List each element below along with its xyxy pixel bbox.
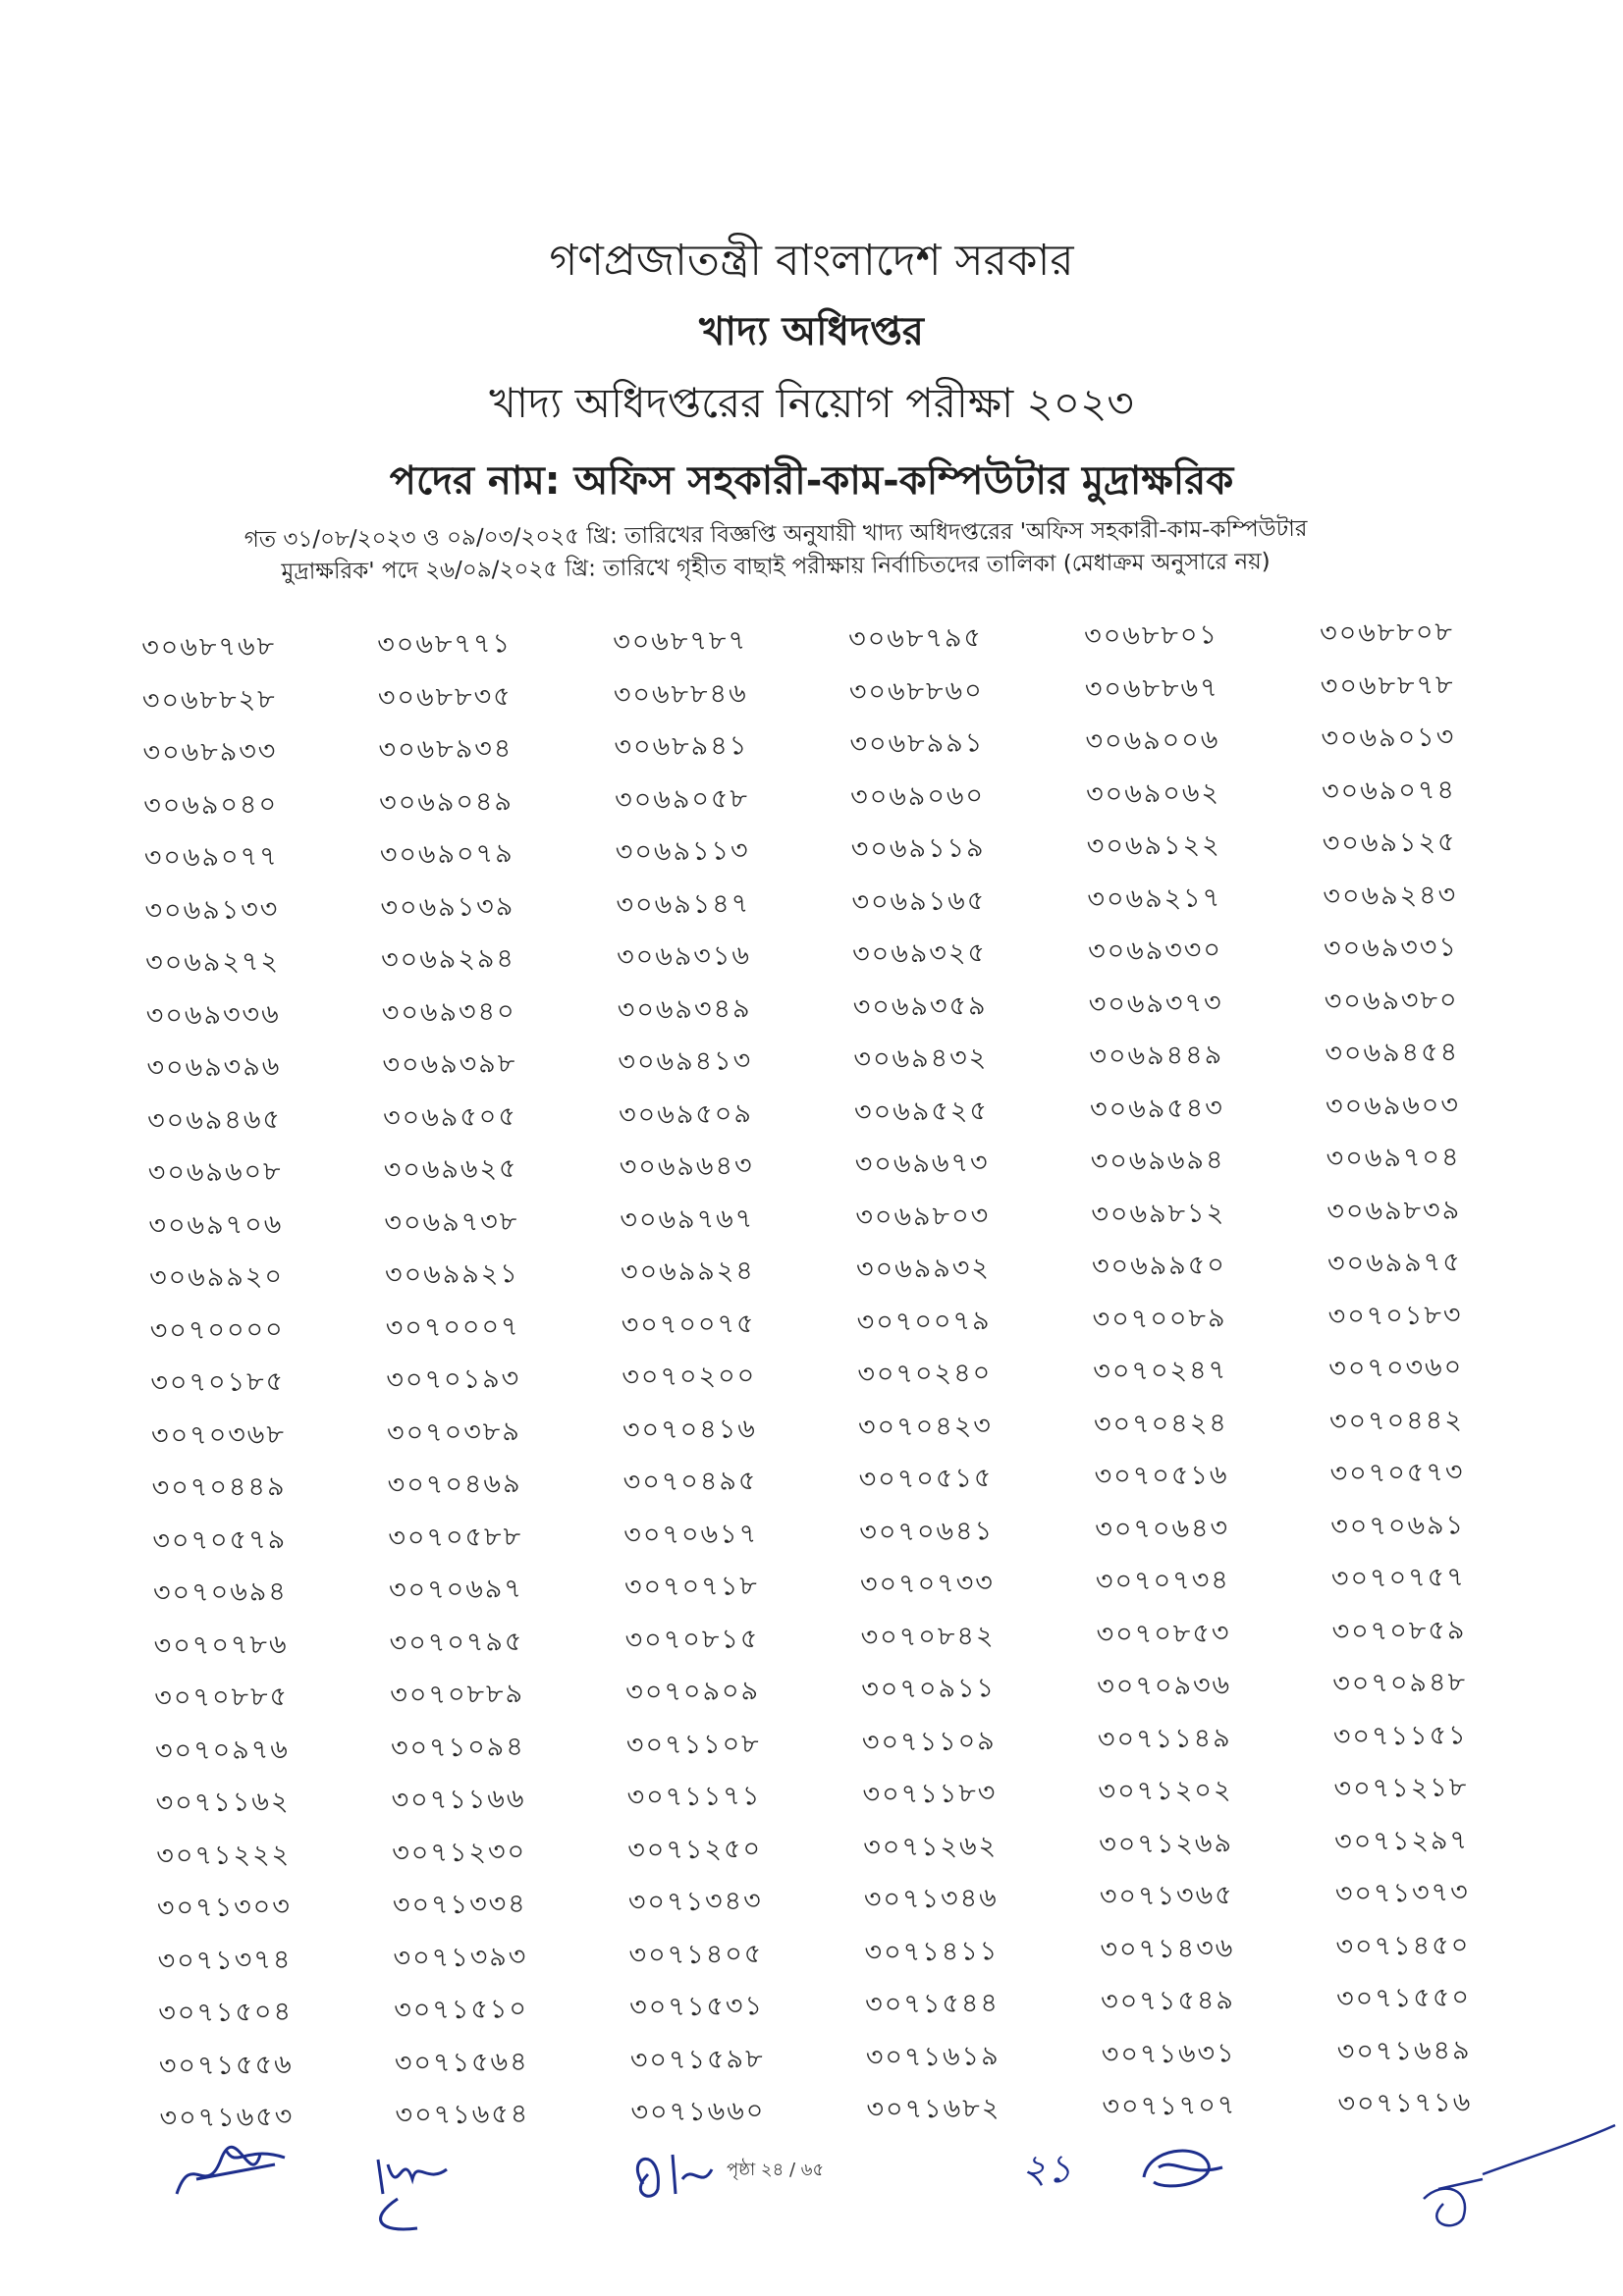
roll-number: ৩০৭১২২২ [156, 1839, 292, 1872]
roll-number: ৩০৭১২৬২ [863, 1830, 999, 1863]
roll-number: ৩০৬৯৩৯৬ [146, 1051, 282, 1084]
roll-number: ৩০৭১৩৭৪ [157, 1944, 293, 1977]
roll-number: ৩০৬৮৮২৮ [141, 683, 277, 717]
roll-number: ৩০৬৯১২৫ [1322, 827, 1457, 860]
roll-number: ৩০৭১৫৫৬ [158, 2049, 294, 2082]
roll-number: ৩০৬৯৮১২ [1091, 1197, 1226, 1230]
roll-number: ৩০৬৯৬০৮ [147, 1155, 283, 1189]
roll-number: ৩০৭০৮৫৩ [1096, 1617, 1231, 1650]
roll-number: ৩০৭১৫৬৪ [394, 2046, 529, 2079]
roll-number: ৩০৭১৬৫৩ [159, 2101, 295, 2134]
roll-number: ৩০৬৯৭৬৭ [620, 1202, 755, 1236]
roll-number: ৩০৭১৭০৭ [1102, 2090, 1237, 2122]
roll-number: ৩০৭১১৭১ [626, 1781, 762, 1813]
signature-2 [358, 2130, 486, 2238]
roll-number: ৩০৭১১৫১ [1332, 1719, 1468, 1752]
roll-number: ৩০৬৯০৬০ [849, 779, 986, 813]
roll-number: ৩০৭০৭৯৫ [389, 1626, 524, 1659]
roll-number: ৩০৭১২৬৯ [1099, 1827, 1234, 1860]
roll-number: ৩০৭১৫০৪ [158, 1996, 294, 2029]
roll-number: ৩০৭০৪৪৯ [151, 1470, 287, 1504]
roll-number: ৩০৬৯৬০৩ [1325, 1089, 1461, 1122]
roll-number: ৩০৭০৮৮৫ [154, 1681, 290, 1714]
roll-number: ৩০৭০৪৯৫ [622, 1466, 758, 1498]
roll-number: ৩০৭১৬৬০ [630, 2096, 766, 2128]
notice-line-1: গত ৩১/০৮/২০২৩ ও ০৯/০৩/২০২৫ খ্রি: তারিখের বিজ্ঞপ্তি অনুযায়ী খাদ্য অধিদপ্তরের 'অফিস সহকারী-কাম-কম্পিউটার [243, 515, 1308, 554]
roll-number: ৩০৭১৫৪৪ [864, 1988, 1001, 2020]
roll-number: ৩০৬৮৮০৮ [1319, 616, 1455, 650]
roll-number: ৩০৬৯৪৬৫ [146, 1103, 283, 1137]
roll-number: ৩০৭১২০২ [1098, 1775, 1233, 1807]
roll-number: ৩০৭১১৮৩ [862, 1778, 998, 1810]
roll-number: ৩০৬৯৬২৫ [383, 1153, 518, 1186]
roll-number: ৩০৬৯৭০৪ [1325, 1142, 1461, 1175]
roll-number: ৩০৬৯০১৩ [1321, 721, 1456, 755]
roll-number: ৩০৬৯৩৩১ [1323, 932, 1459, 965]
roll-number: ৩০৬৯৪৪৯ [1089, 1040, 1224, 1072]
roll-number: ৩০৭০২৪০ [857, 1358, 993, 1390]
roll-number: ৩০৬৯৩৫৯ [852, 989, 988, 1023]
roll-number: ৩০৬৯১৩৩ [144, 893, 280, 927]
roll-number: ৩০৭০১৮৩ [1327, 1299, 1463, 1332]
roll-number: ৩০৬৮৮৬০ [848, 674, 984, 708]
government-heading: গণপ্রজাতন্ত্রী বাংলাদেশ সরকার [549, 236, 1074, 286]
roll-number: ৩০৬৯৩৭৩ [1088, 987, 1223, 1020]
roll-number: ৩০৭০৪২৪ [1093, 1407, 1228, 1440]
roll-number: ৩০৬৯৫২৫ [853, 1095, 990, 1128]
roll-number: ৩০৬৯৫০৫ [382, 1100, 518, 1134]
roll-number: ৩০৭১০৯৪ [390, 1731, 525, 1764]
roll-number: ৩০৭০৩৮৯ [386, 1415, 522, 1449]
roll-number: ৩০৬৯১৬৫ [851, 884, 987, 918]
department-heading: খাদ্য অধিদপ্তর [699, 309, 924, 354]
roll-number: ৩০৭০৫৮৮ [388, 1521, 523, 1554]
roll-number: ৩০৭১৭১৬ [1337, 2087, 1473, 2119]
roll-number: ৩০৭০৪৪২ [1328, 1404, 1464, 1437]
roll-number: ৩০৬৮৮৪৬ [613, 677, 748, 711]
roll-number: ৩০৬৯৪৩২ [853, 1042, 989, 1075]
roll-number: ৩০৭১১০৯ [861, 1725, 997, 1758]
roll-number: ৩০৬৯৯৭৫ [1326, 1247, 1462, 1279]
roll-number: ৩০৭০৫৭৯ [152, 1523, 288, 1557]
roll-number: ৩০৭০৭৫৭ [1330, 1562, 1466, 1594]
roll-number: ৩০৬৯৭৩৮ [384, 1205, 519, 1239]
roll-number: ৩০৭০৫১৫ [858, 1463, 994, 1495]
roll-number: ৩০৬৯০৬২ [1085, 776, 1221, 810]
roll-number: ৩০৭১২৯৭ [1334, 1824, 1470, 1857]
roll-number: ৩০৬৯৩৩৬ [145, 998, 281, 1032]
roll-number: ৩০৭০৩৬০ [1328, 1352, 1464, 1384]
roll-number: ৩০৭১৩৭৩ [1334, 1877, 1470, 1909]
roll-number: ৩০৬৯৯৩২ [855, 1253, 992, 1285]
roll-number: ৩০৭০৩৬৮ [150, 1418, 287, 1452]
page-number: পৃষ্ঠা ২৪ / ৬৫ [727, 2160, 825, 2180]
handwritten-mark: ২১ [1021, 2147, 1072, 2192]
roll-number: ৩০৬৮৯৩৪ [378, 733, 514, 766]
roll-number: ৩০৭১৪৫০ [1335, 1929, 1471, 1962]
roll-number: ৩০৭০১৮৫ [150, 1365, 286, 1399]
roll-number: ৩০৭০৯৩৬ [1097, 1670, 1232, 1702]
roll-number: ৩০৭১৩০৩ [156, 1891, 292, 1924]
roll-number: ৩০৬৮৭৯৫ [848, 622, 984, 655]
roll-number: ৩০৬৯০৪৯ [379, 785, 514, 819]
roll-number: ৩০৭০৬৯৭ [388, 1574, 524, 1606]
roll-number: ৩০৭০০৭৯ [856, 1305, 992, 1338]
signature-3 [619, 2135, 727, 2214]
roll-number: ৩০৬৮৮৭৮ [1320, 668, 1455, 702]
roll-number: ৩০৬৮৭৭১ [377, 628, 513, 661]
roll-number: ৩০৭০৭৮৬ [153, 1629, 289, 1662]
roll-number: ৩০৭০৮৮৯ [390, 1679, 525, 1711]
roll-number: ৩০৭১৪০৫ [628, 1938, 764, 1971]
roll-number: ৩০৬৯৮৩৯ [1326, 1194, 1462, 1227]
notice-line-2: মুদ্রাক্ষরিক' পদে ২৬/০৯/২০২৫ খ্রি: তারিখে গৃহীত বাছাই পরীক্ষায় নির্বাচিতদের তালিকা (মেধাক্রম অনুসারে নয়) [281, 549, 1271, 585]
roll-number: ৩০৭০৯০৯ [625, 1676, 761, 1708]
roll-number: ৩০৭০৮১৫ [624, 1623, 760, 1656]
roll-number: ৩০৭০৬৪১ [859, 1515, 995, 1548]
roll-number: ৩০৭১৩৬৫ [1099, 1880, 1234, 1912]
roll-number: ৩০৭০৯১১ [861, 1673, 997, 1705]
signature-1 [167, 2140, 295, 2209]
roll-number: ৩০৬৮৯৩৩ [142, 736, 278, 769]
roll-number: ৩০৬৯৯২৪ [620, 1255, 756, 1288]
roll-number: ৩০৭০৬৪৩ [1095, 1512, 1230, 1545]
roll-number: ৩০৭১১৬২ [155, 1786, 291, 1819]
roll-number: ৩০৬৯৩৪০ [381, 995, 516, 1029]
roll-number: ৩০৬৯০৪০ [143, 788, 279, 822]
roll-number: ৩০৬৯৫৪৩ [1089, 1092, 1225, 1125]
roll-number: ৩০৭১৬১৯ [865, 2040, 1001, 2073]
roll-number: ৩০৭১৬৪৯ [1336, 2034, 1472, 2067]
roll-number: ৩০৬৯৩১৬ [616, 940, 752, 973]
roll-number: ৩০৭১১৬৬ [391, 1784, 526, 1816]
roll-number: ৩০৭০০০৭ [385, 1310, 520, 1344]
roll-number: ৩০৭১৫৫০ [1335, 1982, 1472, 2014]
roll-number: ৩০৭১১০৮ [625, 1728, 761, 1761]
roll-number: ৩০৬৮৯৯১ [849, 727, 985, 760]
roll-number: ৩০৬৯৩৯৮ [382, 1048, 517, 1081]
roll-number: ৩০৬৯০০৬ [1085, 724, 1220, 757]
roll-number: ৩০৬৮৮৩৫ [377, 680, 513, 714]
roll-number: ৩০৬৯০৫৮ [614, 782, 750, 816]
roll-number: ৩০৬৯২৭২ [144, 946, 281, 979]
roll-number: ৩০৬৯৬৭৩ [854, 1148, 990, 1180]
roll-number: ৩০৬৯১৪৭ [616, 887, 751, 921]
roll-number: ৩০৬৯১২২ [1086, 829, 1221, 862]
roll-number: ৩০৬৯৩৩০ [1087, 934, 1223, 967]
roll-number: ৩০৬৯৩৮০ [1324, 984, 1459, 1017]
roll-number: ৩০৭০২৪৭ [1093, 1355, 1228, 1387]
roll-number: ৩০৬৯৯২০ [148, 1260, 285, 1294]
roll-number: ৩০৭০৭৩৪ [1095, 1565, 1230, 1597]
post-name-heading: পদের নাম: অফিস সহকারী-কাম-কম্পিউটার মুদ্রাক্ষরিক [389, 458, 1234, 504]
roll-number: ৩০৬৯৫০৯ [618, 1097, 754, 1131]
roll-number: ৩০৭০৬৯১ [1330, 1509, 1466, 1542]
signature-4 [1129, 2138, 1237, 2207]
roll-number: ৩০৬৯৪১৩ [618, 1045, 753, 1078]
roll-number: ৩০৬৮৭৮৭ [613, 625, 748, 658]
roll-number: ৩০৬৯৩৪৯ [617, 992, 752, 1026]
roll-number: ৩০৭১৪১১ [864, 1935, 1000, 1968]
roll-number: ৩০৭১২১৮ [1333, 1772, 1469, 1804]
roll-number: ৩০৭০৯৪৮ [1332, 1667, 1468, 1699]
roll-number: ৩০৭০৬১৭ [623, 1518, 759, 1551]
roll-number: ৩০৭১২৩০ [392, 1836, 527, 1869]
roll-number: ৩০৭১৫১০ [394, 1993, 529, 2026]
roll-number: ৩০৭১৬৩১ [1101, 2037, 1236, 2070]
roll-number: ৩০৬৯৪৫৪ [1325, 1037, 1460, 1070]
roll-number: ৩০৭০২০০ [622, 1361, 757, 1393]
roll-number: ৩০৭০৫৭৩ [1329, 1457, 1465, 1489]
roll-number: ৩০৭০৯৭৬ [154, 1734, 291, 1767]
roll-number: ৩০৬৯২৪৩ [1323, 879, 1458, 912]
roll-number: ৩০৬৯৩২৫ [851, 937, 988, 970]
roll-number-grid [118, 611, 1550, 2151]
roll-number: ৩০৬৯১১৩ [615, 835, 750, 868]
roll-number: ৩০৬৮৯৪১ [614, 730, 749, 763]
roll-number: ৩০৬৯১১৯ [850, 832, 986, 865]
roll-number: ৩০৭০৪৬৯ [387, 1468, 522, 1501]
roll-number: ৩০৭১৫৪৯ [1100, 1985, 1236, 2017]
roll-number: ৩০৬৮৭৬৮ [141, 631, 277, 664]
roll-number: ৩০৭০৮৫৯ [1331, 1614, 1467, 1647]
roll-number: ৩০৬৯৬৯৪ [1090, 1145, 1225, 1177]
roll-number: ৩০৭০৬৯৪ [152, 1575, 289, 1609]
roll-number: ৩০৬৯০৭৪ [1321, 774, 1457, 807]
roll-number: ৩০৭১৩৩৪ [392, 1889, 527, 1921]
signature-5 [1404, 2120, 1620, 2238]
roll-number: ৩০৬৯৯২১ [384, 1258, 520, 1291]
roll-number: ৩০৭০১৯৩ [386, 1363, 521, 1396]
roll-number: ৩০৭১৬৫৪ [395, 2098, 530, 2131]
roll-number: ৩০৬৯৯৫০ [1091, 1250, 1226, 1282]
roll-number: ৩০৭০৫১৬ [1094, 1460, 1229, 1492]
roll-number: ৩০৭০৭৩৩ [859, 1568, 996, 1600]
roll-number: ৩০৭০০৮৯ [1092, 1302, 1227, 1335]
roll-number: ৩০৬৯৭০৬ [148, 1208, 284, 1242]
roll-number: ৩০৬৯৮০৩ [855, 1200, 991, 1233]
roll-number: ৩০৭১৩৯৩ [393, 1941, 528, 1974]
roll-number: ৩০৬৯০৭৭ [143, 841, 279, 874]
roll-number: ৩০৬৯২১৭ [1087, 881, 1222, 915]
roll-number: ৩০৬৮৮০১ [1083, 619, 1219, 652]
roll-number: ৩০৭১৩৪৩ [627, 1886, 763, 1918]
roll-number: ৩০৭০০০০ [149, 1313, 285, 1347]
roll-number: ৩০৭১৪৩৬ [1100, 1932, 1235, 1965]
roll-number: ৩০৬৯২৯৪ [380, 943, 516, 976]
roll-number: ৩০৭০৪১৬ [622, 1413, 758, 1446]
exam-heading: খাদ্য অধিদপ্তরের নিয়োগ পরীক্ষা ২০২৩ [489, 379, 1134, 427]
roll-number: ৩০৭১৩৪৬ [863, 1883, 999, 1915]
roll-number: ৩০৬৮৮৬৭ [1084, 671, 1219, 705]
roll-number: ৩০৬৯১৩৯ [380, 890, 515, 924]
roll-number: ৩০৭০৮৪২ [860, 1620, 996, 1653]
roll-number: ৩০৭১৫৩১ [629, 1991, 765, 2023]
roll-number: ৩০৭১৫৯৮ [629, 2043, 765, 2076]
roll-number: ৩০৭০০৭৫ [621, 1308, 756, 1341]
roll-number: ৩০৭১২৫০ [627, 1833, 763, 1866]
roll-number: ৩০৭১৬৮২ [866, 2093, 1001, 2125]
roll-number: ৩০৭০৪২৩ [857, 1410, 994, 1443]
roll-number: ৩০৭০৭১৮ [623, 1571, 759, 1603]
roll-number: ৩০৬৯৬৪৩ [619, 1150, 754, 1183]
roll-number: ৩০৬৯০৭৯ [379, 838, 514, 871]
roll-number: ৩০৭১১৪৯ [1097, 1722, 1232, 1755]
